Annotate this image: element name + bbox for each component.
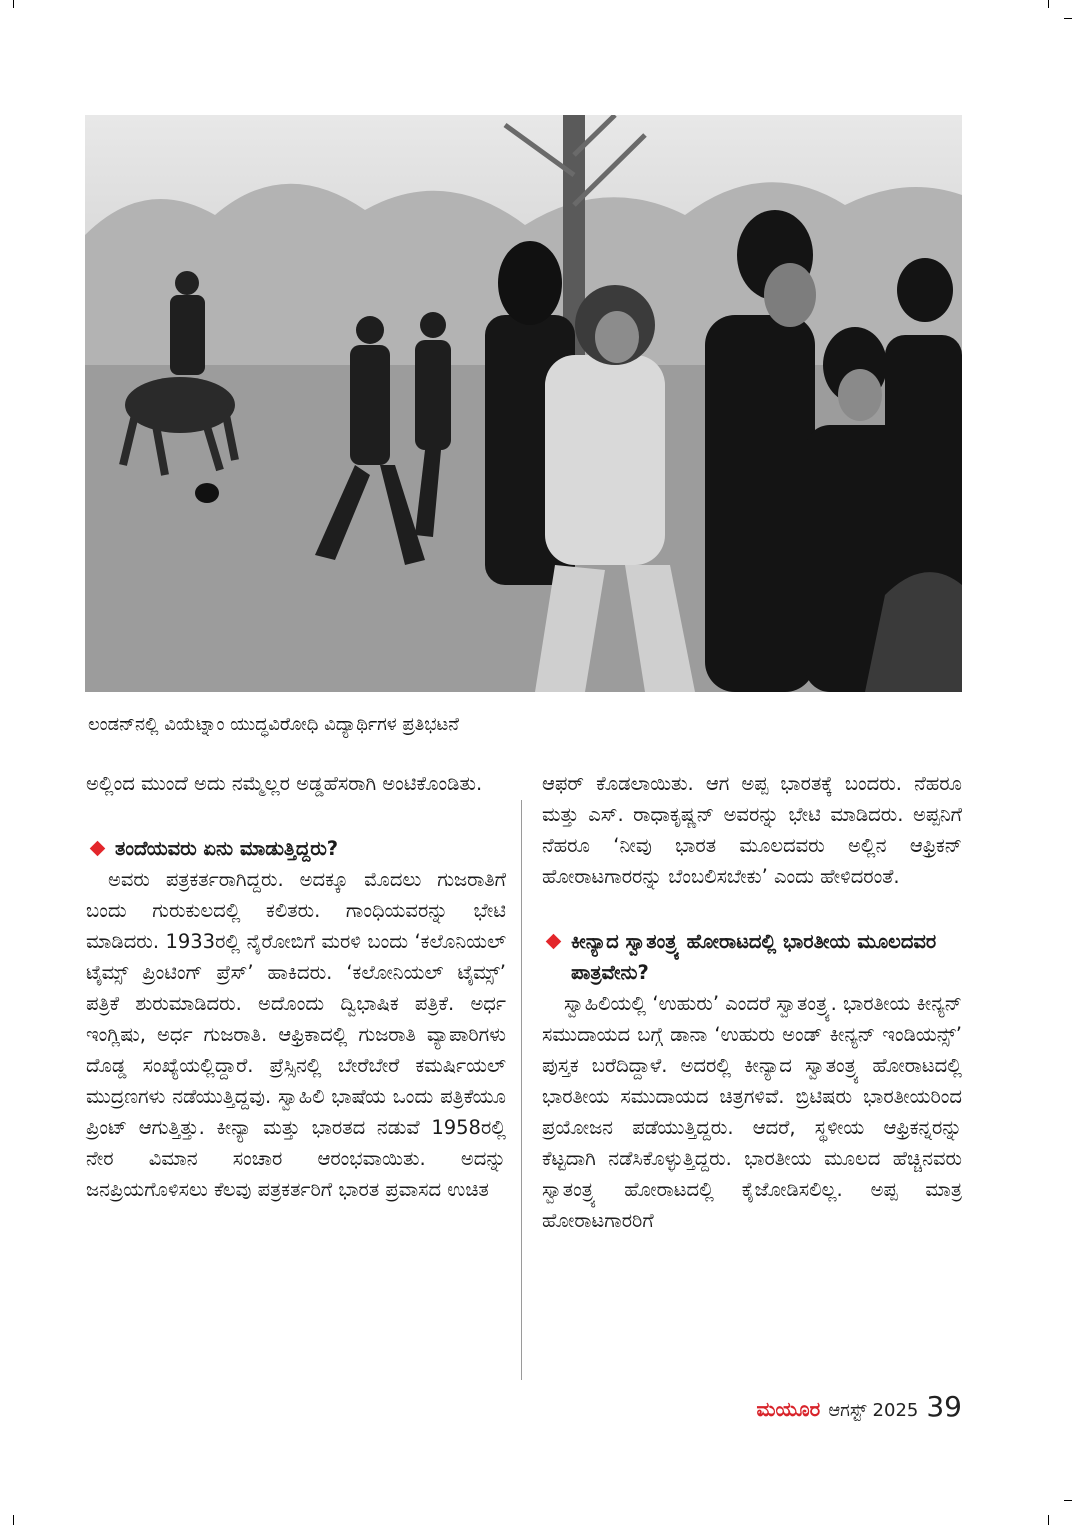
crop-mark-right-top (1064, 18, 1072, 19)
photo-caption: ಲಂಡನ್‌ನಲ್ಲಿ ವಿಯೆಟ್ನಾಂ ಯುದ್ಧವಿರೋಧಿ ವಿದ್ಯಾರ್ಥಿಗಳ ಪ್ರತಿಭಟನೆ (88, 714, 460, 735)
left-column (86, 768, 506, 1205)
issue-month: ಆಗಸ್ಟ್ (828, 1400, 867, 1421)
protest-photo (85, 115, 962, 692)
left-intro-paragraph: ಅಲ್ಲಿಂದ ಮುಂದೆ ಅದು ನಮ್ಮೆಲ್ಲರ ಅಡ್ಡಹೆಸರಾಗಿ ಅಂಟಿಕೊಂಡಿತು. (86, 772, 483, 795)
red-diamond-icon (90, 841, 106, 857)
question-heading (86, 833, 506, 864)
crop-mark-top-right (1048, 0, 1049, 8)
crop-mark-bottom-left (13, 1515, 14, 1525)
page-number: 39 (926, 1390, 962, 1423)
right-column (542, 768, 962, 1236)
magazine-brand: ಮಯೂರ (756, 1397, 821, 1421)
crop-mark-right-bottom (1064, 1500, 1072, 1501)
page-footer (756, 1390, 962, 1423)
red-diamond-icon (546, 934, 562, 950)
column-divider (521, 800, 522, 1380)
question-text: ತಂದೆಯವರು ಏನು ಮಾಡುತ್ತಿದ್ದರು? (115, 837, 339, 860)
question-text: ಕೀನ್ಯಾದ ಸ್ವಾತಂತ್ರ್ಯ ಹೋರಾಟದಲ್ಲಿ ಭಾರತೀಯ ಮೂಲದವರ ಪಾತ್ರವೇನು? (571, 930, 937, 984)
right-intro-paragraph: ಆಫರ್ ಕೊಡಲಾಯಿತು. ಆಗ ಅಪ್ಪ ಭಾರತಕ್ಕೆ ಬಂದರು. ನೆಹರೂ ಮತ್ತು ಎಸ್. ರಾಧಾಕೃಷ್ಣನ್ ಅವರನ್ನು ಭೇಟಿ ಮಾಡಿದರು. ಅಪ್ಪನಿಗೆ ನೆಹರೂ ‘ನೀವು ಭಾರತ ಮೂಲದವರು ಅಲ್ಲಿನ ಆಫ್ರಿಕನ್ ಹೋರಾಟಗಾರರನ್ನು ಬೆಂಬಲಿಸಬೇಕು’ ಎಂದು ಹೇಳಿದರಂತೆ. (542, 772, 962, 888)
protest-photo-icon (85, 115, 962, 692)
crop-mark-top-left (13, 0, 14, 8)
crop-mark-bottom-right (1048, 1515, 1049, 1525)
issue-year: 2025 (872, 1400, 919, 1421)
question-heading (542, 926, 962, 988)
answer-paragraph: ಸ್ವಾಹಿಲಿಯಲ್ಲಿ ‘ಉಹುರು’ ಎಂದರೆ ಸ್ವಾತಂತ್ರ್ಯ. ಭಾರತೀಯ ಕೀನ್ಯನ್ ಸಮುದಾಯದ ಬಗ್ಗೆ ಡಾನಾ ‘ಉಹುರು ಅಂಡ್ ಕೀನ್ಯನ್ ಇಂಡಿಯನ್ಸ್’ ಪುಸ್ತಕ ಬರೆದಿದ್ದಾಳೆ. ಅದರಲ್ಲಿ ಕೀನ್ಯಾದ ಸ್ವಾತಂತ್ರ್ಯ ಹೋರಾಟದಲ್ಲಿ ಭಾರತೀಯ ಸಮುದಾಯದ ಚಿತ್ರಗಳಿವೆ. ಬ್ರಿಟಿಷರು ಭಾರತೀಯರಿಂದ ಪ್ರಯೋಜನ ಪಡೆಯುತ್ತಿದ್ದರು. ಆದರೆ, ಸ್ಥಳೀಯ ಆಫ್ರಿಕನ್ನರನ್ನು ಕೆಟ್ಟದಾಗಿ ನಡೆಸಿಕೊಳ್ಳುತ್ತಿದ್ದರು. ಭಾರತೀಯ ಮೂಲದ ಹೆಚ್ಚಿನವರು ಸ್ವಾತಂತ್ರ್ಯ ಹೋರಾಟದಲ್ಲಿ ಕೈಜೋಡಿಸಲಿಲ್ಲ. ಅಪ್ಪ ಮಾತ್ರ ಹೋರಾಟಗಾರರಿಗೆ (542, 992, 962, 1232)
answer-paragraph: ಅವರು ಪತ್ರಕರ್ತರಾಗಿದ್ದರು. ಅದಕ್ಕೂ ಮೊದಲು ಗುಜರಾತಿಗೆ ಬಂದು ಗುರುಕುಲದಲ್ಲಿ ಕಲಿತರು. ಗಾಂಧಿಯವರನ್ನು ಭೇಟಿ ಮಾಡಿದರು. 1933ರಲ್ಲಿ ನೈರೋಬಿಗೆ ಮರಳಿ ಬಂದು ‘ಕಲೊನಿಯಲ್ ಟೈಮ್ಸ್ ಪ್ರಿಂಟಿಂಗ್ ಪ್ರೆಸ್’ ಹಾಕಿದರು. ‘ಕಲೋನಿಯಲ್ ಟೈಮ್ಸ್’ ಪತ್ರಿಕೆ ಶುರುಮಾಡಿದರು. ಅದೊಂದು ದ್ವಿಭಾಷಿಕ ಪತ್ರಿಕೆ. ಅರ್ಧ ಇಂಗ್ಲಿಷು, ಅರ್ಧ ಗುಜರಾತಿ. ಆಫ್ರಿಕಾದಲ್ಲಿ ಗುಜರಾತಿ ವ್ಯಾಪಾರಿಗಳು ದೊಡ್ಡ ಸಂಖ್ಯೆಯಲ್ಲಿದ್ದಾರೆ. ಪ್ರೆಸ್ಸಿನಲ್ಲಿ ಬೇರೆಬೇರೆ ಕಮರ್ಷಿಯಲ್ ಮುದ್ರಣಗಳು ನಡೆಯುತ್ತಿದ್ದವು. ಸ್ವಾಹಿಲಿ ಭಾಷೆಯ ಒಂದು ಪತ್ರಿಕೆಯೂ ಪ್ರಿಂಟ್ ಆಗುತ್ತಿತ್ತು. ಕೀನ್ಯಾ ಮತ್ತು ಭಾರತದ ನಡುವೆ 1958ರಲ್ಲಿ ನೇರ ವಿಮಾನ ಸಂಚಾರ ಆರಂಭವಾಯಿತು. ಅದನ್ನು ಜನಪ್ರಿಯಗೊಳಿಸಲು ಕೆಲವು ಪತ್ರಕರ್ತರಿಗೆ ಭಾರತ ಪ್ರವಾಸದ ಉಚಿತ (86, 868, 506, 1201)
